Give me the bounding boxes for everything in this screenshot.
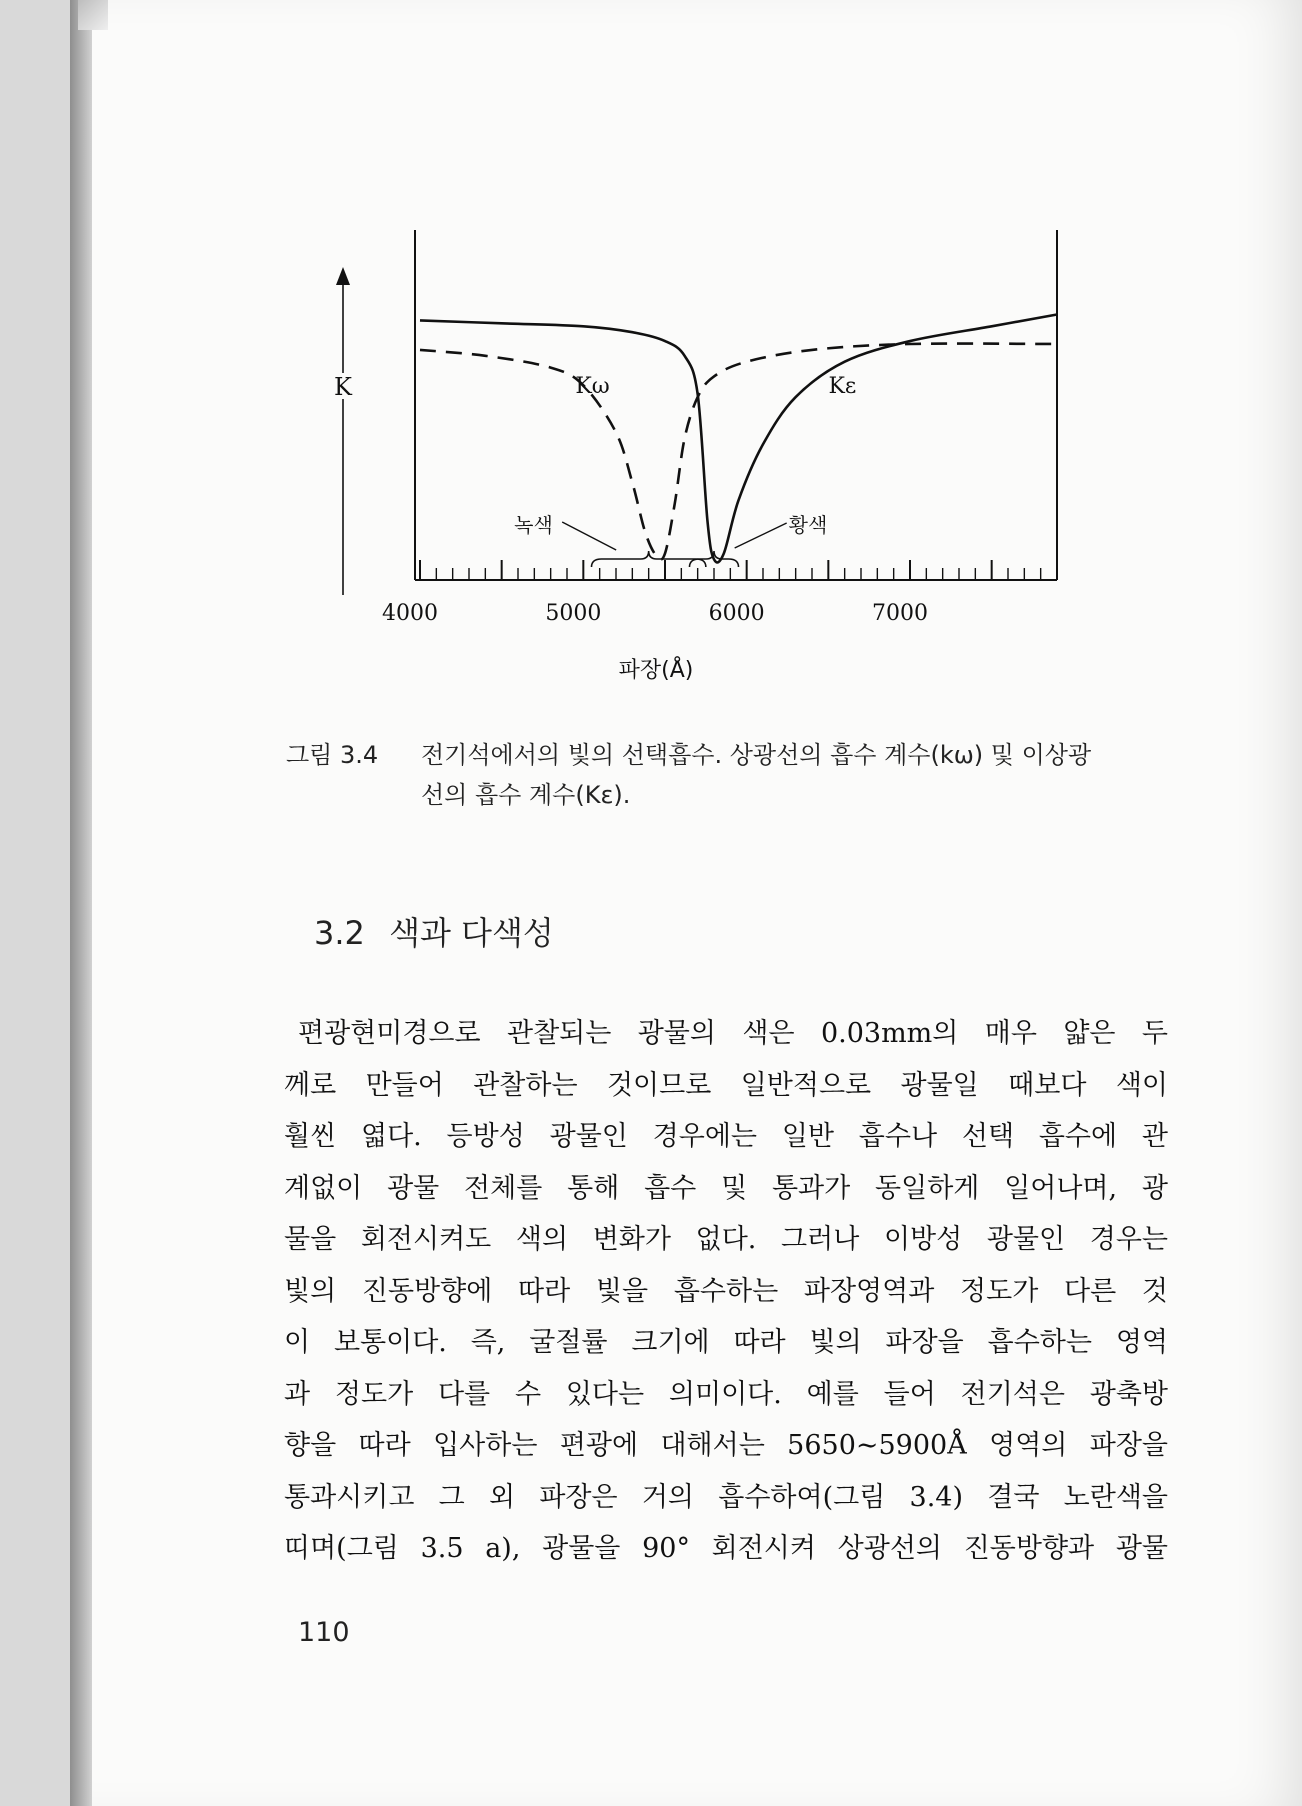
series-label-k-omega: Kω xyxy=(575,374,610,399)
caption-line-1: 전기석에서의 빛의 선택흡수. 상광선의 흡수 계수(kω) 및 이상광 xyxy=(421,741,1092,769)
body-line: 과 정도가 다를 수 있다는 의미이다. 예를 들어 전기석은 광축방 xyxy=(284,1378,1168,1410)
x-axis-label: 파장(Å) xyxy=(618,658,694,683)
section-title: 색과 다색성 xyxy=(389,914,554,952)
body-line: 빛의 진동방향에 따라 빛을 흡수하는 파장영역과 정도가 다른 것 xyxy=(284,1275,1168,1307)
absorption-chart xyxy=(334,225,1070,695)
brace-green-range xyxy=(592,551,706,567)
annotation-yellow-pointer xyxy=(735,523,787,548)
annotation-green-pointer xyxy=(562,522,616,550)
figure-caption xyxy=(286,735,1166,815)
body-line: 계없이 광물 전체를 통해 흡수 및 통과가 동일하게 일어나며, 광 xyxy=(284,1172,1168,1204)
section-number: 3.2 xyxy=(314,914,365,952)
absorption-chart-svg xyxy=(334,225,1070,695)
series-label-k-epsilon: Kε xyxy=(828,374,857,399)
figure-number: 그림 3.4 xyxy=(286,741,379,769)
y-axis-label: K xyxy=(334,373,352,401)
body-line: 께로 만들어 관찰하는 것이므로 일반적으로 광물일 때보다 색이 xyxy=(284,1069,1168,1101)
annotation-green: 녹색 xyxy=(514,513,553,537)
page-fold-corner xyxy=(78,0,108,30)
x-tick-label: 5000 xyxy=(545,601,602,626)
annotation-yellow: 황색 xyxy=(788,513,828,537)
body-line: 물을 회전시켜도 색의 변화가 없다. 그러나 이방성 광물인 경우는 xyxy=(284,1224,1168,1255)
section-heading xyxy=(314,908,554,954)
body-paragraph xyxy=(284,1008,1168,1575)
body-line: 훨씬 엷다. 등방성 광물인 경우에는 일반 흡수나 선택 흡수에 관 xyxy=(284,1121,1168,1152)
body-line: 띠며(그림 3.5 a), 광물을 90° 회전시켜 상광선의 진동방향과 광물 xyxy=(284,1533,1168,1564)
x-tick-label: 7000 xyxy=(872,601,928,626)
x-tick-label: 4000 xyxy=(382,601,438,626)
page-number: 110 xyxy=(298,1617,350,1648)
x-tick-label: 6000 xyxy=(708,601,765,626)
body-line: 편광현미경으로 관찰되는 광물의 색은 0.03mm의 매우 얇은 두 xyxy=(298,1018,1168,1049)
caption-line-2: 선의 흡수 계수(Kε). xyxy=(421,781,631,809)
body-line: 통과시키고 그 외 파장은 거의 흡수하여(그림 3.4) 결국 노란색을 xyxy=(284,1481,1168,1513)
body-line: 이 보통이다. 즉, 굴절률 크기에 따라 빛의 파장을 흡수하는 영역 xyxy=(284,1327,1168,1358)
body-line: 향을 따라 입사하는 편광에 대해서는 5650∼5900Å 영역의 파장을 xyxy=(284,1430,1168,1461)
